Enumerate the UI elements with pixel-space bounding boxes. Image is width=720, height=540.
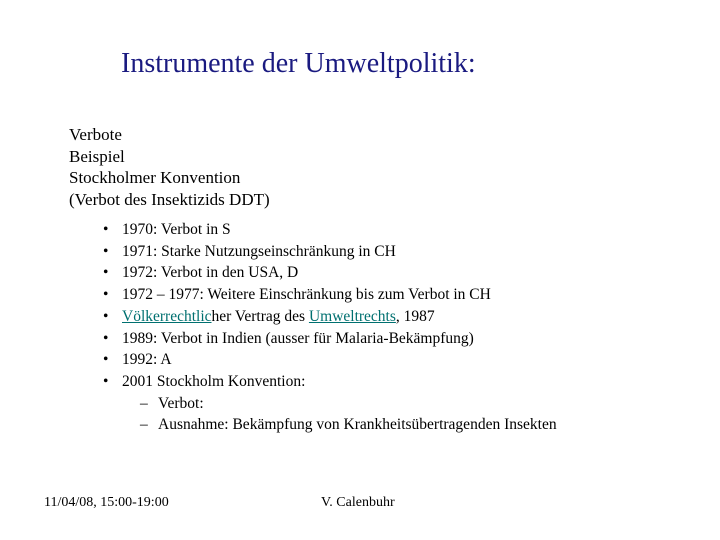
bullet-icon: • — [103, 286, 109, 304]
footer-author: V. Calenbuhr — [321, 495, 395, 510]
bullet-icon: • — [103, 307, 109, 325]
sub-item-text: Verbot: — [158, 394, 204, 412]
voelkerrecht-link[interactable]: Völkerrechtlic — [122, 307, 212, 325]
sub-item-text: Ausnahme: Bekämpfung von Krankheitsübertragenden Insekten — [158, 416, 557, 434]
slide-title: Instrumente der Umweltpolitik: — [121, 48, 476, 79]
bullet-icon: • — [103, 329, 109, 347]
list-item — [103, 306, 557, 328]
bullet-icon: • — [103, 372, 109, 390]
bullet-text: 1970: Verbot in S — [122, 221, 231, 238]
bullet-text: 1971: Starke Nutzungseinschränkung in CH — [122, 242, 396, 260]
bullet-icon: • — [103, 221, 109, 238]
sub-list — [122, 393, 557, 436]
list-item — [103, 241, 557, 263]
footer-date: 11/04/08, 15:00-19:00 — [44, 495, 169, 510]
list-item — [103, 371, 557, 436]
bullet-icon: • — [103, 264, 109, 282]
bullet-text: 1972 – 1977: Weitere Einschränkung bis zum Verbot in CH — [122, 286, 491, 304]
bullet-text: 1992: A — [122, 351, 172, 369]
intro-line: Stockholmer Konvention — [69, 168, 241, 188]
dash-icon: – — [140, 394, 148, 412]
list-item — [103, 219, 557, 241]
bullet-text: 1989: Verbot in Indien (ausser für Malaria-Bekämpfung) — [122, 329, 474, 347]
bullet-icon: • — [103, 351, 109, 369]
bullet-text: 2001 Stockholm Konvention: — [122, 372, 306, 390]
intro-line: Beispiel — [69, 146, 125, 166]
bullet-icon: • — [103, 242, 109, 260]
intro-block — [69, 124, 270, 210]
intro-line: Verbote — [69, 125, 122, 144]
dash-icon: – — [140, 416, 148, 434]
bullet-text: , 1987 — [395, 307, 435, 325]
sub-list-item — [140, 414, 557, 436]
list-item — [103, 262, 557, 284]
list-item — [103, 349, 557, 371]
bullet-text: her Vertrag des — [211, 307, 309, 325]
sub-list-item — [140, 393, 557, 415]
intro-line: (Verbot des Insektizids DDT) — [69, 189, 270, 209]
list-item — [103, 328, 557, 350]
umweltrecht-link[interactable]: Umweltrechts — [308, 307, 396, 325]
bullet-text: 1972: Verbot in den USA, D — [122, 264, 299, 282]
bullet-list — [103, 219, 557, 436]
list-item — [103, 284, 557, 306]
